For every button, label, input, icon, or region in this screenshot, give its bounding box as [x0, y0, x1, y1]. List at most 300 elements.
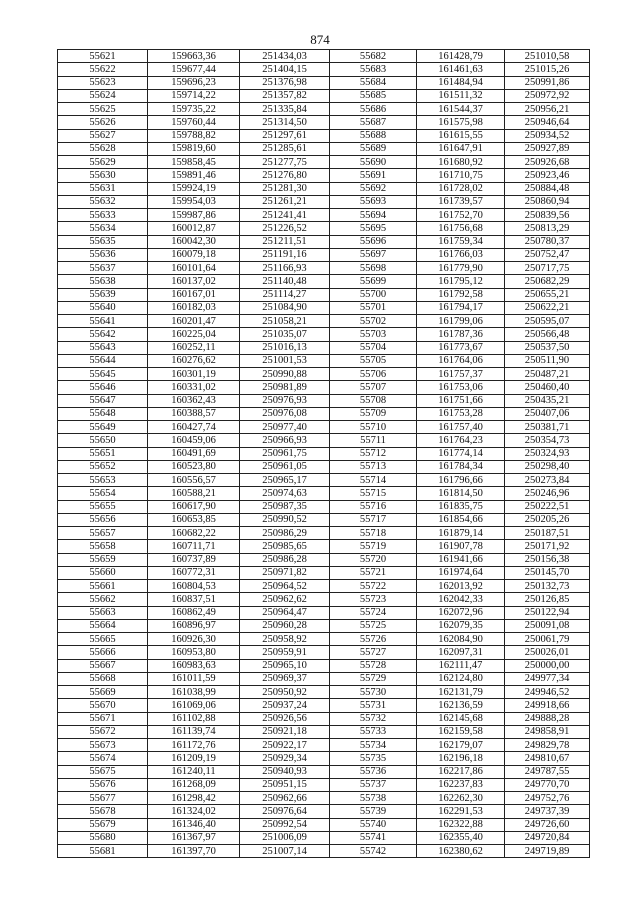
x-coordinate-left: 159760,44 — [148, 116, 240, 129]
x-coordinate-left: 160012,87 — [148, 222, 240, 235]
table-row — [58, 527, 590, 540]
x-coordinate-left: 159924,19 — [148, 182, 240, 195]
point-number-left: 55661 — [58, 580, 148, 593]
y-coordinate-right: 250205,26 — [505, 513, 590, 526]
y-coordinate-left: 250964,52 — [240, 580, 330, 593]
point-number-right: 55690 — [330, 156, 417, 169]
x-coordinate-left: 160491,69 — [148, 447, 240, 460]
table-row — [58, 262, 590, 275]
point-number-right: 55701 — [330, 301, 417, 314]
x-coordinate-right: 161941,66 — [417, 553, 505, 566]
x-coordinate-left: 160862,49 — [148, 606, 240, 619]
table-row — [58, 778, 590, 791]
x-coordinate-left: 161298,42 — [148, 792, 240, 805]
x-coordinate-left: 160711,71 — [148, 540, 240, 553]
y-coordinate-left: 251241,41 — [240, 209, 330, 222]
point-number-left: 55657 — [58, 527, 148, 540]
x-coordinate-left: 160079,18 — [148, 248, 240, 261]
y-coordinate-right: 250000,00 — [505, 659, 590, 672]
y-coordinate-left: 250971,82 — [240, 566, 330, 579]
table-row — [58, 845, 590, 858]
point-number-left: 55658 — [58, 540, 148, 553]
table-row — [58, 580, 590, 593]
point-number-left: 55640 — [58, 301, 148, 314]
x-coordinate-right: 162196,18 — [417, 752, 505, 765]
table-row — [58, 460, 590, 473]
x-coordinate-left: 161268,09 — [148, 778, 240, 791]
point-number-left: 55678 — [58, 805, 148, 818]
page-number: 874 — [310, 32, 330, 47]
point-number-left: 55667 — [58, 659, 148, 672]
point-number-right: 55707 — [330, 381, 417, 394]
x-coordinate-left: 159819,60 — [148, 142, 240, 155]
y-coordinate-right: 250860,94 — [505, 195, 590, 208]
y-coordinate-left: 251058,21 — [240, 315, 330, 328]
y-coordinate-left: 251281,30 — [240, 182, 330, 195]
point-number-right: 55725 — [330, 619, 417, 632]
y-coordinate-left: 251285,61 — [240, 142, 330, 155]
x-coordinate-right: 161753,28 — [417, 407, 505, 420]
y-coordinate-right: 250934,52 — [505, 129, 590, 142]
table-row — [58, 368, 590, 381]
y-coordinate-right: 250839,56 — [505, 209, 590, 222]
point-number-left: 55674 — [58, 752, 148, 765]
x-coordinate-right: 161784,34 — [417, 460, 505, 473]
y-coordinate-left: 251140,48 — [240, 275, 330, 288]
y-coordinate-right: 250122,94 — [505, 606, 590, 619]
y-coordinate-right: 251015,26 — [505, 63, 590, 76]
point-number-left: 55643 — [58, 341, 148, 354]
x-coordinate-left: 160331,02 — [148, 381, 240, 394]
x-coordinate-right: 161759,34 — [417, 235, 505, 248]
y-coordinate-left: 251016,13 — [240, 341, 330, 354]
point-number-right: 55692 — [330, 182, 417, 195]
y-coordinate-left: 251001,53 — [240, 354, 330, 367]
table-row — [58, 407, 590, 420]
y-coordinate-left: 250986,29 — [240, 527, 330, 540]
table-row — [58, 328, 590, 341]
y-coordinate-right: 250061,79 — [505, 633, 590, 646]
point-number-left: 55633 — [58, 209, 148, 222]
x-coordinate-right: 161710,75 — [417, 169, 505, 182]
point-number-right: 55732 — [330, 712, 417, 725]
x-coordinate-right: 161794,17 — [417, 301, 505, 314]
y-coordinate-right: 250187,51 — [505, 527, 590, 540]
x-coordinate-right: 161728,02 — [417, 182, 505, 195]
point-number-right: 55733 — [330, 725, 417, 738]
point-number-right: 55731 — [330, 699, 417, 712]
x-coordinate-right: 162084,90 — [417, 633, 505, 646]
x-coordinate-right: 162136,59 — [417, 699, 505, 712]
point-number-left: 55665 — [58, 633, 148, 646]
y-coordinate-right: 249918,66 — [505, 699, 590, 712]
point-number-right: 55726 — [330, 633, 417, 646]
y-coordinate-right: 250956,21 — [505, 103, 590, 116]
point-number-left: 55668 — [58, 672, 148, 685]
x-coordinate-left: 159735,22 — [148, 103, 240, 116]
x-coordinate-left: 161346,40 — [148, 818, 240, 831]
x-coordinate-left: 161172,76 — [148, 739, 240, 752]
point-number-left: 55642 — [58, 328, 148, 341]
y-coordinate-left: 251166,93 — [240, 262, 330, 275]
y-coordinate-left: 251035,07 — [240, 328, 330, 341]
y-coordinate-left: 250922,17 — [240, 739, 330, 752]
y-coordinate-right: 249977,34 — [505, 672, 590, 685]
x-coordinate-right: 161757,40 — [417, 421, 505, 434]
x-coordinate-left: 160926,30 — [148, 633, 240, 646]
y-coordinate-left: 250926,56 — [240, 712, 330, 725]
point-number-left: 55639 — [58, 288, 148, 301]
y-coordinate-left: 251007,14 — [240, 845, 330, 858]
y-coordinate-left: 251191,16 — [240, 248, 330, 261]
y-coordinate-left: 251114,27 — [240, 288, 330, 301]
y-coordinate-left: 250990,52 — [240, 513, 330, 526]
y-coordinate-right: 250991,86 — [505, 76, 590, 89]
y-coordinate-left: 250961,75 — [240, 447, 330, 460]
point-number-left: 55636 — [58, 248, 148, 261]
y-coordinate-left: 250986,28 — [240, 553, 330, 566]
table-row — [58, 606, 590, 619]
x-coordinate-right: 162072,96 — [417, 606, 505, 619]
point-number-left: 55631 — [58, 182, 148, 195]
y-coordinate-right: 250780,37 — [505, 235, 590, 248]
point-number-left: 55628 — [58, 142, 148, 155]
x-coordinate-left: 161011,59 — [148, 672, 240, 685]
coordinates-table — [57, 49, 590, 858]
x-coordinate-right: 162291,53 — [417, 805, 505, 818]
y-coordinate-right: 251010,58 — [505, 50, 590, 63]
point-number-right: 55709 — [330, 407, 417, 420]
table-row — [58, 566, 590, 579]
y-coordinate-right: 250132,73 — [505, 580, 590, 593]
y-coordinate-right: 249858,91 — [505, 725, 590, 738]
y-coordinate-left: 251006,09 — [240, 831, 330, 844]
x-coordinate-left: 160772,31 — [148, 566, 240, 579]
y-coordinate-left: 250964,47 — [240, 606, 330, 619]
point-number-right: 55727 — [330, 646, 417, 659]
table-row — [58, 354, 590, 367]
y-coordinate-left: 250951,15 — [240, 778, 330, 791]
point-number-right: 55712 — [330, 447, 417, 460]
y-coordinate-right: 249720,84 — [505, 831, 590, 844]
point-number-right: 55718 — [330, 527, 417, 540]
table-row — [58, 248, 590, 261]
point-number-right: 55698 — [330, 262, 417, 275]
x-coordinate-right: 161779,90 — [417, 262, 505, 275]
x-coordinate-left: 161139,74 — [148, 725, 240, 738]
table-row — [58, 288, 590, 301]
table-row — [58, 394, 590, 407]
point-number-right: 55717 — [330, 513, 417, 526]
point-number-left: 55637 — [58, 262, 148, 275]
y-coordinate-left: 250940,93 — [240, 765, 330, 778]
point-number-left: 55671 — [58, 712, 148, 725]
point-number-left: 55629 — [58, 156, 148, 169]
y-coordinate-right: 249726,60 — [505, 818, 590, 831]
x-coordinate-left: 159987,86 — [148, 209, 240, 222]
point-number-right: 55713 — [330, 460, 417, 473]
y-coordinate-right: 250460,40 — [505, 381, 590, 394]
y-coordinate-right: 250091,08 — [505, 619, 590, 632]
y-coordinate-left: 251276,80 — [240, 169, 330, 182]
y-coordinate-left: 250929,34 — [240, 752, 330, 765]
point-number-right: 55697 — [330, 248, 417, 261]
point-number-left: 55672 — [58, 725, 148, 738]
y-coordinate-right: 250813,29 — [505, 222, 590, 235]
y-coordinate-right: 250595,07 — [505, 315, 590, 328]
y-coordinate-right: 250487,21 — [505, 368, 590, 381]
point-number-left: 55677 — [58, 792, 148, 805]
point-number-left: 55621 — [58, 50, 148, 63]
y-coordinate-right: 250884,48 — [505, 182, 590, 195]
point-number-right: 55706 — [330, 368, 417, 381]
x-coordinate-right: 161974,64 — [417, 566, 505, 579]
y-coordinate-right: 249787,55 — [505, 765, 590, 778]
x-coordinate-left: 160983,63 — [148, 659, 240, 672]
x-coordinate-left: 159954,03 — [148, 195, 240, 208]
x-coordinate-right: 161544,37 — [417, 103, 505, 116]
point-number-left: 55645 — [58, 368, 148, 381]
table-row — [58, 752, 590, 765]
x-coordinate-right: 162097,31 — [417, 646, 505, 659]
point-number-right: 55734 — [330, 739, 417, 752]
y-coordinate-left: 250976,64 — [240, 805, 330, 818]
x-coordinate-right: 161575,98 — [417, 116, 505, 129]
table-row — [58, 619, 590, 632]
point-number-left: 55660 — [58, 566, 148, 579]
y-coordinate-left: 250987,35 — [240, 500, 330, 513]
x-coordinate-right: 161764,06 — [417, 354, 505, 367]
x-coordinate-right: 161795,12 — [417, 275, 505, 288]
point-number-right: 55710 — [330, 421, 417, 434]
y-coordinate-left: 251297,61 — [240, 129, 330, 142]
y-coordinate-left: 250958,92 — [240, 633, 330, 646]
y-coordinate-left: 251261,21 — [240, 195, 330, 208]
point-number-right: 55721 — [330, 566, 417, 579]
table-row — [58, 513, 590, 526]
table-row — [58, 540, 590, 553]
point-number-left: 55654 — [58, 487, 148, 500]
point-number-right: 55684 — [330, 76, 417, 89]
point-number-right: 55689 — [330, 142, 417, 155]
table-row — [58, 76, 590, 89]
x-coordinate-right: 161766,03 — [417, 248, 505, 261]
point-number-right: 55741 — [330, 831, 417, 844]
table-row — [58, 129, 590, 142]
x-coordinate-right: 162013,92 — [417, 580, 505, 593]
x-coordinate-left: 160276,62 — [148, 354, 240, 367]
x-coordinate-left: 160225,04 — [148, 328, 240, 341]
table-row — [58, 633, 590, 646]
point-number-left: 55641 — [58, 315, 148, 328]
table-row — [58, 765, 590, 778]
table-row — [58, 739, 590, 752]
x-coordinate-right: 162322,88 — [417, 818, 505, 831]
y-coordinate-right: 249737,39 — [505, 805, 590, 818]
table-row — [58, 474, 590, 487]
x-coordinate-left: 160167,01 — [148, 288, 240, 301]
point-number-right: 55704 — [330, 341, 417, 354]
y-coordinate-left: 250962,66 — [240, 792, 330, 805]
point-number-left: 55659 — [58, 553, 148, 566]
x-coordinate-left: 161324,02 — [148, 805, 240, 818]
x-coordinate-left: 161209,19 — [148, 752, 240, 765]
point-number-right: 55737 — [330, 778, 417, 791]
point-number-left: 55652 — [58, 460, 148, 473]
point-number-right: 55729 — [330, 672, 417, 685]
x-coordinate-right: 161835,75 — [417, 500, 505, 513]
x-coordinate-right: 162042,33 — [417, 593, 505, 606]
x-coordinate-right: 161752,70 — [417, 209, 505, 222]
table-row — [58, 169, 590, 182]
x-coordinate-left: 161367,97 — [148, 831, 240, 844]
x-coordinate-right: 161753,06 — [417, 381, 505, 394]
y-coordinate-left: 251357,82 — [240, 89, 330, 102]
point-number-right: 55687 — [330, 116, 417, 129]
table-row — [58, 103, 590, 116]
point-number-right: 55719 — [330, 540, 417, 553]
table-row — [58, 686, 590, 699]
y-coordinate-right: 250407,06 — [505, 407, 590, 420]
x-coordinate-right: 161854,66 — [417, 513, 505, 526]
point-number-left: 55648 — [58, 407, 148, 420]
point-number-left: 55622 — [58, 63, 148, 76]
y-coordinate-left: 250966,93 — [240, 434, 330, 447]
point-number-right: 55705 — [330, 354, 417, 367]
point-number-right: 55702 — [330, 315, 417, 328]
point-number-left: 55626 — [58, 116, 148, 129]
x-coordinate-left: 159714,22 — [148, 89, 240, 102]
table-row — [58, 487, 590, 500]
point-number-right: 55695 — [330, 222, 417, 235]
table-row — [58, 792, 590, 805]
point-number-left: 55638 — [58, 275, 148, 288]
x-coordinate-left: 160252,11 — [148, 341, 240, 354]
point-number-left: 55673 — [58, 739, 148, 752]
y-coordinate-left: 250960,28 — [240, 619, 330, 632]
x-coordinate-right: 162179,07 — [417, 739, 505, 752]
table-row — [58, 182, 590, 195]
point-number-right: 55700 — [330, 288, 417, 301]
x-coordinate-left: 160737,89 — [148, 553, 240, 566]
x-coordinate-left: 160137,02 — [148, 275, 240, 288]
table-row — [58, 421, 590, 434]
table-row — [58, 447, 590, 460]
x-coordinate-left: 160362,43 — [148, 394, 240, 407]
table-row — [58, 195, 590, 208]
y-coordinate-left: 250921,18 — [240, 725, 330, 738]
y-coordinate-left: 250992,54 — [240, 818, 330, 831]
x-coordinate-left: 160682,22 — [148, 527, 240, 540]
point-number-right: 55716 — [330, 500, 417, 513]
point-number-left: 55632 — [58, 195, 148, 208]
x-coordinate-left: 160427,74 — [148, 421, 240, 434]
y-coordinate-right: 250926,68 — [505, 156, 590, 169]
x-coordinate-left: 160617,90 — [148, 500, 240, 513]
table-row — [58, 659, 590, 672]
y-coordinate-right: 250972,92 — [505, 89, 590, 102]
point-number-right: 55728 — [330, 659, 417, 672]
x-coordinate-right: 161756,68 — [417, 222, 505, 235]
x-coordinate-right: 161799,06 — [417, 315, 505, 328]
point-number-right: 55736 — [330, 765, 417, 778]
y-coordinate-left: 251335,84 — [240, 103, 330, 116]
y-coordinate-right: 249946,52 — [505, 686, 590, 699]
table-row — [58, 500, 590, 513]
x-coordinate-right: 161680,92 — [417, 156, 505, 169]
point-number-left: 55647 — [58, 394, 148, 407]
y-coordinate-left: 251404,15 — [240, 63, 330, 76]
y-coordinate-left: 250959,91 — [240, 646, 330, 659]
y-coordinate-right: 250026,01 — [505, 646, 590, 659]
x-coordinate-left: 161240,11 — [148, 765, 240, 778]
point-number-right: 55740 — [330, 818, 417, 831]
x-coordinate-right: 161615,55 — [417, 129, 505, 142]
x-coordinate-left: 160101,64 — [148, 262, 240, 275]
table-row — [58, 553, 590, 566]
table-row — [58, 235, 590, 248]
point-number-right: 55708 — [330, 394, 417, 407]
y-coordinate-right: 250324,93 — [505, 447, 590, 460]
x-coordinate-left: 160301,19 — [148, 368, 240, 381]
point-number-right: 55711 — [330, 434, 417, 447]
x-coordinate-right: 161484,94 — [417, 76, 505, 89]
point-number-right: 55738 — [330, 792, 417, 805]
y-coordinate-right: 250537,50 — [505, 341, 590, 354]
point-number-right: 55691 — [330, 169, 417, 182]
x-coordinate-left: 160182,03 — [148, 301, 240, 314]
y-coordinate-right: 250354,73 — [505, 434, 590, 447]
y-coordinate-right: 250717,75 — [505, 262, 590, 275]
x-coordinate-left: 160653,85 — [148, 513, 240, 526]
point-number-left: 55623 — [58, 76, 148, 89]
y-coordinate-right: 250946,64 — [505, 116, 590, 129]
point-number-right: 55686 — [330, 103, 417, 116]
x-coordinate-left: 159858,45 — [148, 156, 240, 169]
point-number-left: 55644 — [58, 354, 148, 367]
point-number-right: 55694 — [330, 209, 417, 222]
table-row — [58, 672, 590, 685]
x-coordinate-left: 159663,36 — [148, 50, 240, 63]
x-coordinate-right: 161907,78 — [417, 540, 505, 553]
x-coordinate-right: 162145,68 — [417, 712, 505, 725]
x-coordinate-left: 161102,88 — [148, 712, 240, 725]
x-coordinate-left: 160896,97 — [148, 619, 240, 632]
x-coordinate-right: 162111,47 — [417, 659, 505, 672]
point-number-right: 55693 — [330, 195, 417, 208]
y-coordinate-right: 250511,90 — [505, 354, 590, 367]
table-row — [58, 831, 590, 844]
point-number-right: 55688 — [330, 129, 417, 142]
y-coordinate-right: 250298,40 — [505, 460, 590, 473]
y-coordinate-left: 250965,10 — [240, 659, 330, 672]
table-row — [58, 646, 590, 659]
x-coordinate-left: 160953,80 — [148, 646, 240, 659]
table-row — [58, 593, 590, 606]
y-coordinate-right: 250273,84 — [505, 474, 590, 487]
x-coordinate-right: 161647,91 — [417, 142, 505, 155]
y-coordinate-right: 250927,89 — [505, 142, 590, 155]
table-row — [58, 275, 590, 288]
y-coordinate-left: 251314,50 — [240, 116, 330, 129]
y-coordinate-left: 251376,98 — [240, 76, 330, 89]
y-coordinate-left: 250974,63 — [240, 487, 330, 500]
x-coordinate-right: 161814,50 — [417, 487, 505, 500]
y-coordinate-right: 250655,21 — [505, 288, 590, 301]
point-number-right: 55720 — [330, 553, 417, 566]
table-row — [58, 50, 590, 63]
x-coordinate-right: 161774,14 — [417, 447, 505, 460]
